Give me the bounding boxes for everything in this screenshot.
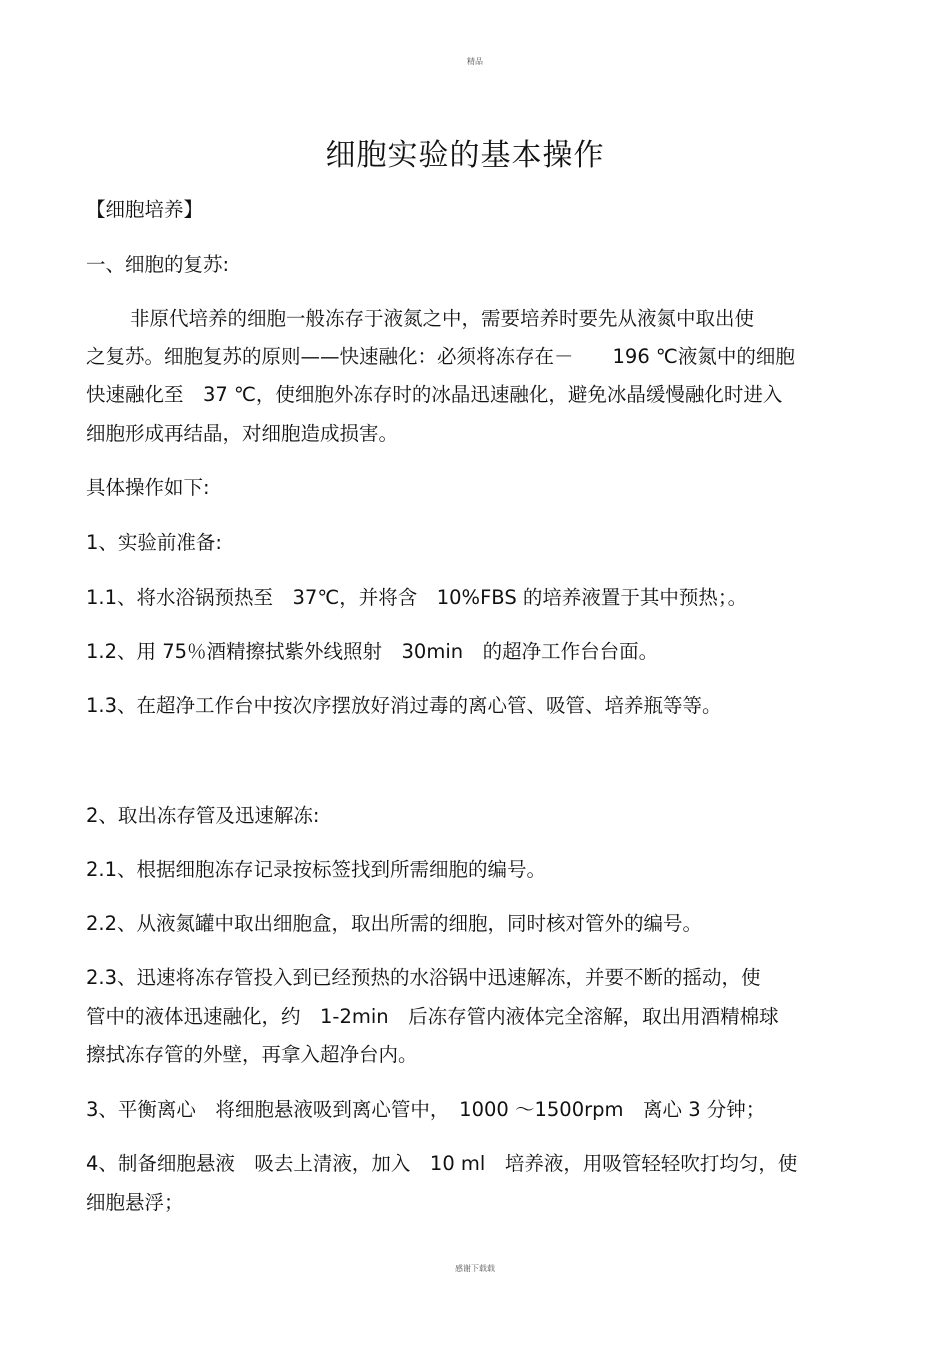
step-4-line: 4、制备细胞悬液 吸去上清液，加入 10 ml 培养液，用吸管轻轻吹打均匀，使 (86, 1152, 798, 1175)
heading-resuscitation: 一、细胞的复苏: (86, 253, 230, 276)
step-2-3-line: 2.3、迅速将冻存管投入到已经预热的水浴锅中迅速解冻，并要不断的摇动，使 (86, 966, 761, 989)
step-1-3: 1.3、在超净工作台中按次序摆放好消过毒的离心管、吸管、培养瓶等等。 (86, 694, 722, 717)
step-3: 3、平衡离心 将细胞悬液吸到离心管中， 1000 ～1500rpm 离心 3 分钟； (86, 1098, 766, 1121)
step-4-line: 细胞悬浮； (86, 1191, 184, 1214)
step-2-3-line: 擦拭冻存管的外壁，再拿入超净台内。 (86, 1043, 418, 1066)
paragraph-line: 非原代培养的细胞一般冻存于液氮之中，需要培养时要先从液氮中取出使 (130, 307, 755, 330)
ops-intro: 具体操作如下: (86, 476, 210, 499)
paragraph-line: 细胞形成再结晶，对细胞造成损害。 (86, 422, 399, 445)
step-1: 1、实验前准备: (86, 531, 222, 554)
step-1-1: 1.1、将水浴锅预热至 37℃，并将含 10%FBS 的培养液置于其中预热；。 (86, 586, 748, 609)
page-title: 细胞实验的基本操作 (325, 138, 605, 173)
step-2-1: 2.1、根据细胞冻存记录按标签找到所需细胞的编号。 (86, 858, 547, 881)
header-mark: 精品 (467, 57, 483, 66)
footer-mark: 感谢下载载 (455, 1264, 495, 1273)
paragraph-line: 快速融化至 37 ℃，使细胞外冻存时的冰晶迅速融化，避免冰晶缓慢融化时进入 (86, 383, 783, 406)
step-1-2: 1.2、用 75％酒精擦拭紫外线照射 30min 的超净工作台台面。 (86, 640, 659, 663)
step-2-2: 2.2、从液氮罐中取出细胞盒，取出所需的细胞，同时核对管外的编号。 (86, 912, 703, 935)
paragraph-line: 之复苏。细胞复苏的原则——快速融化：必须将冻存在－ 196 ℃液氮中的细胞 (86, 345, 795, 368)
section-heading: 【细胞培养】 (86, 198, 204, 221)
step-2-3-line: 管中的液体迅速融化，约 1-2min 后冻存管内液体完全溶解，取出用酒精棉球 (86, 1005, 779, 1028)
step-2: 2、取出冻存管及迅速解冻: (86, 804, 320, 827)
